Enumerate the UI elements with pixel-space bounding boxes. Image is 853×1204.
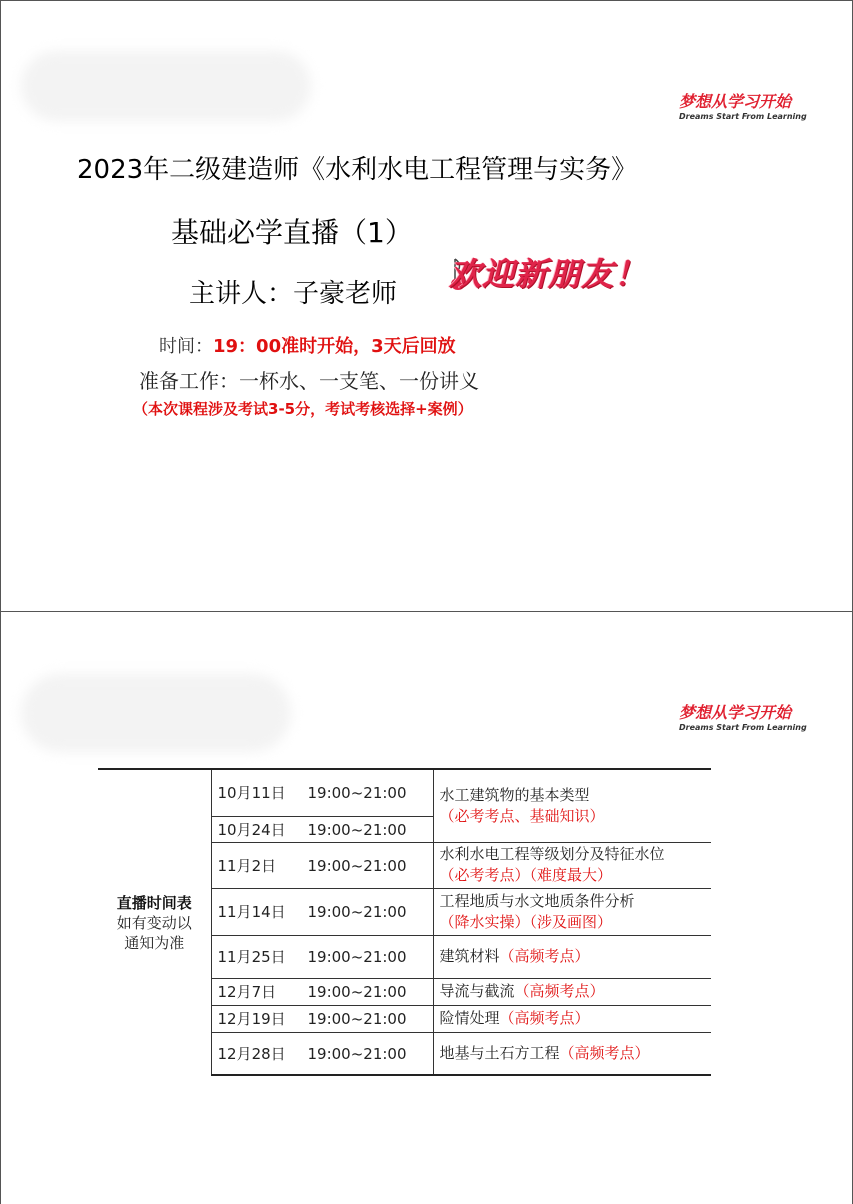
- session-time: 19:00~21:00: [307, 903, 407, 921]
- date-cell: [211, 888, 433, 935]
- brand-slogan-en: Dreams Start From Learning: [679, 723, 807, 732]
- blurred-logo-area: [21, 674, 291, 752]
- session-date: 12月19日: [217, 1010, 286, 1028]
- topic-title: 水工建筑物的基本类型: [439, 785, 590, 804]
- preparation-info: 准备工作：一杯水、一支笔、一份讲义: [139, 369, 479, 393]
- session-time: 19:00~21:00: [307, 820, 407, 839]
- topic-tag: （高频考点）: [499, 947, 590, 965]
- session-time: 19:00~21:00: [307, 983, 407, 1001]
- topic-title: 导流与截流: [439, 982, 515, 1000]
- date-cell: [211, 1032, 433, 1075]
- session-date: 11月14日: [217, 903, 286, 921]
- schedule-label-cell: [98, 769, 211, 1075]
- topic-tag: （高频考点）: [559, 1043, 650, 1062]
- topic-title: 险情处理: [439, 1009, 500, 1027]
- topic-title: 建筑材料: [439, 947, 500, 965]
- topic-tag: （降水实操）（涉及画图）: [439, 912, 613, 931]
- topic-cell: [433, 978, 711, 1005]
- brand-slogan-cn: 梦想从学习开始: [679, 703, 792, 722]
- table-row: [98, 769, 711, 816]
- session-time: 19:00~21:00: [307, 784, 407, 803]
- blurred-logo-area: [21, 51, 311, 121]
- topic-cell: [433, 769, 711, 842]
- date-cell: [211, 769, 433, 816]
- date-cell: [211, 816, 433, 842]
- session-date: 11月2日: [217, 856, 277, 875]
- topic-cell: [433, 1032, 711, 1075]
- exam-note: （本次课程涉及考试3-5分，考试考核选择+案例）: [133, 400, 473, 418]
- brand-logo: [679, 93, 807, 122]
- session-date: 11月25日: [217, 948, 286, 966]
- schedule-label-line1: 如有变动以: [116, 913, 192, 932]
- session-date: 12月28日: [217, 1044, 286, 1063]
- schedule-label-line2: 通知为准: [124, 933, 185, 952]
- topic-title: 水利水电工程等级划分及特征水位: [439, 845, 665, 863]
- topic-tag: （高频考点）: [499, 1009, 590, 1027]
- welcome-banner: 欢迎新朋友！: [449, 255, 648, 293]
- date-cell: [211, 1005, 433, 1032]
- session-time: 19:00~21:00: [307, 1044, 407, 1063]
- brand-logo: [679, 704, 807, 733]
- session-time: 19:00~21:00: [307, 1010, 407, 1028]
- brand-slogan-cn: 梦想从学习开始: [679, 92, 792, 111]
- time-info: [159, 332, 456, 358]
- topic-tag: （必考考点）（难度最大）: [439, 866, 613, 884]
- time-label: 时间：: [159, 336, 213, 357]
- session-date: 10月24日: [217, 820, 286, 839]
- session-time: 19:00~21:00: [307, 948, 407, 966]
- brand-slogan-en: Dreams Start From Learning: [679, 112, 807, 121]
- topic-title: 地基与土石方工程: [439, 1043, 560, 1062]
- topic-cell: [433, 935, 711, 978]
- topic-cell: [433, 842, 711, 888]
- session-date: 12月7日: [217, 983, 277, 1001]
- lecturer: 主讲人：子豪老师: [189, 279, 398, 309]
- date-cell: [211, 978, 433, 1005]
- session-date: 10月11日: [217, 784, 286, 803]
- topic-tag: （必考考点、基础知识）: [439, 806, 605, 825]
- topic-tag: （高频考点）: [514, 982, 605, 1000]
- topic-cell: [433, 888, 711, 935]
- schedule-label-title: 直播时间表: [116, 893, 192, 912]
- schedule-table: [98, 768, 711, 1076]
- topic-cell: [433, 1005, 711, 1032]
- course-title: 2023年二级建造师《水利水电工程管理与实务》: [77, 155, 638, 185]
- date-cell: [211, 842, 433, 888]
- session-time: 19:00~21:00: [307, 856, 407, 875]
- topic-title: 工程地质与水文地质条件分析: [439, 891, 635, 910]
- date-cell: [211, 935, 433, 978]
- course-subtitle: 基础必学直播（1）: [171, 216, 413, 249]
- time-value: 19：00准时开始，3天后回放: [213, 336, 456, 357]
